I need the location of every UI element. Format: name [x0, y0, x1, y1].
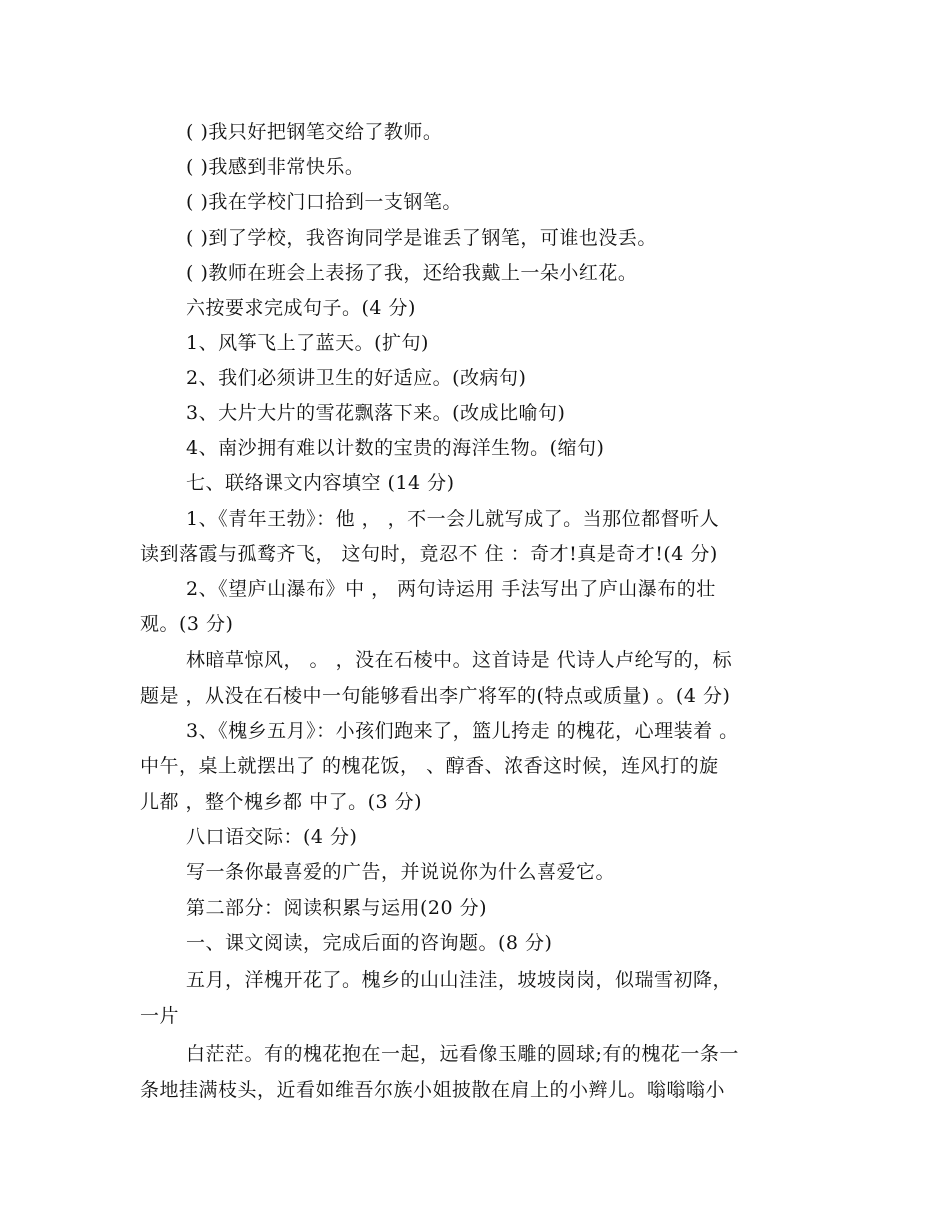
- passage-line: 一片: [140, 1005, 180, 1027]
- section-heading-8: 八口语交际：(4 分): [186, 826, 358, 848]
- order-item-1: ( )我只好把钢笔交给了教师。: [186, 121, 443, 143]
- question-line: 儿都 ，整个槐乡都 中了。(3 分): [140, 791, 423, 813]
- question-line: 3、大片大片的雪花飘落下来。(改成比喻句): [186, 402, 566, 424]
- passage-line: 白茫茫。有的槐花抱在一起，远看像玉雕的圆球;有的槐花一条一: [186, 1043, 739, 1065]
- question-line: 1、风筝飞上了蓝天。(扩句): [186, 332, 429, 354]
- question-line: 1、《青年王勃》：他 ， ，不一会儿就写成了。当那位都督听人: [186, 508, 720, 530]
- question-line: 读到落霞与孤鹜齐飞， 这句时，竟忍不 住 ：奇才!真是奇才!(4 分): [140, 543, 718, 565]
- question-line: 2、我们必须讲卫生的好适应。(改病句): [186, 367, 527, 389]
- question-line: 2、《望庐山瀑布》中 ， 两句诗运用 手法写出了庐山瀑布的壮: [186, 578, 716, 600]
- question-line: 中午，桌上就摆出了 的槐花饭， 、醇香、浓香这时候，连风打的旋: [140, 755, 719, 777]
- order-item-3: ( )我在学校门口拾到一支钢笔。: [186, 191, 462, 213]
- section-heading-6: 六按要求完成句子。(4 分): [186, 297, 416, 319]
- passage-line: 五月，洋槐开花了。槐乡的山山洼洼，坡坡岗岗，似瑞雪初降，: [186, 969, 733, 991]
- order-item-4: ( )到了学校，我咨询同学是谁丢了钢笔，可谁也没丢。: [186, 227, 657, 249]
- question-line: 观。(3 分): [140, 613, 234, 635]
- part-two-heading: 第二部分：阅读积累与运用(20 分): [186, 897, 488, 919]
- order-item-5: ( )教师在班会上表扬了我，还给我戴上一朵小红花。: [186, 262, 638, 284]
- question-line: 写一条你最喜爱的广告，并说说你为什么喜爱它。: [186, 861, 616, 883]
- section-heading-7: 七、联络课文内容填空 (14 分): [186, 472, 455, 494]
- passage-line: 条地挂满枝头，近看如维吾尔族小姐披散在肩上的小辫儿。嗡嗡嗡小: [140, 1079, 726, 1101]
- question-line: 题是 ，从没在石棱中一句能够看出李广将军的(特点或质量) 。(4 分): [140, 685, 731, 707]
- question-line: 4、南沙拥有难以计数的宝贵的海洋生物。(缩句): [186, 437, 605, 459]
- question-line: 林暗草惊风， 。 ，没在石棱中。这首诗是 代诗人卢纶写的，标: [186, 649, 733, 671]
- reading-heading: 一、课文阅读，完成后面的咨询题。(8 分): [186, 932, 553, 954]
- question-line: 3、《槐乡五月》：小孩们跑来了，篮儿挎走 的槐花，心理装着 。: [186, 720, 739, 742]
- order-item-2: ( )我感到非常快乐。: [186, 156, 365, 178]
